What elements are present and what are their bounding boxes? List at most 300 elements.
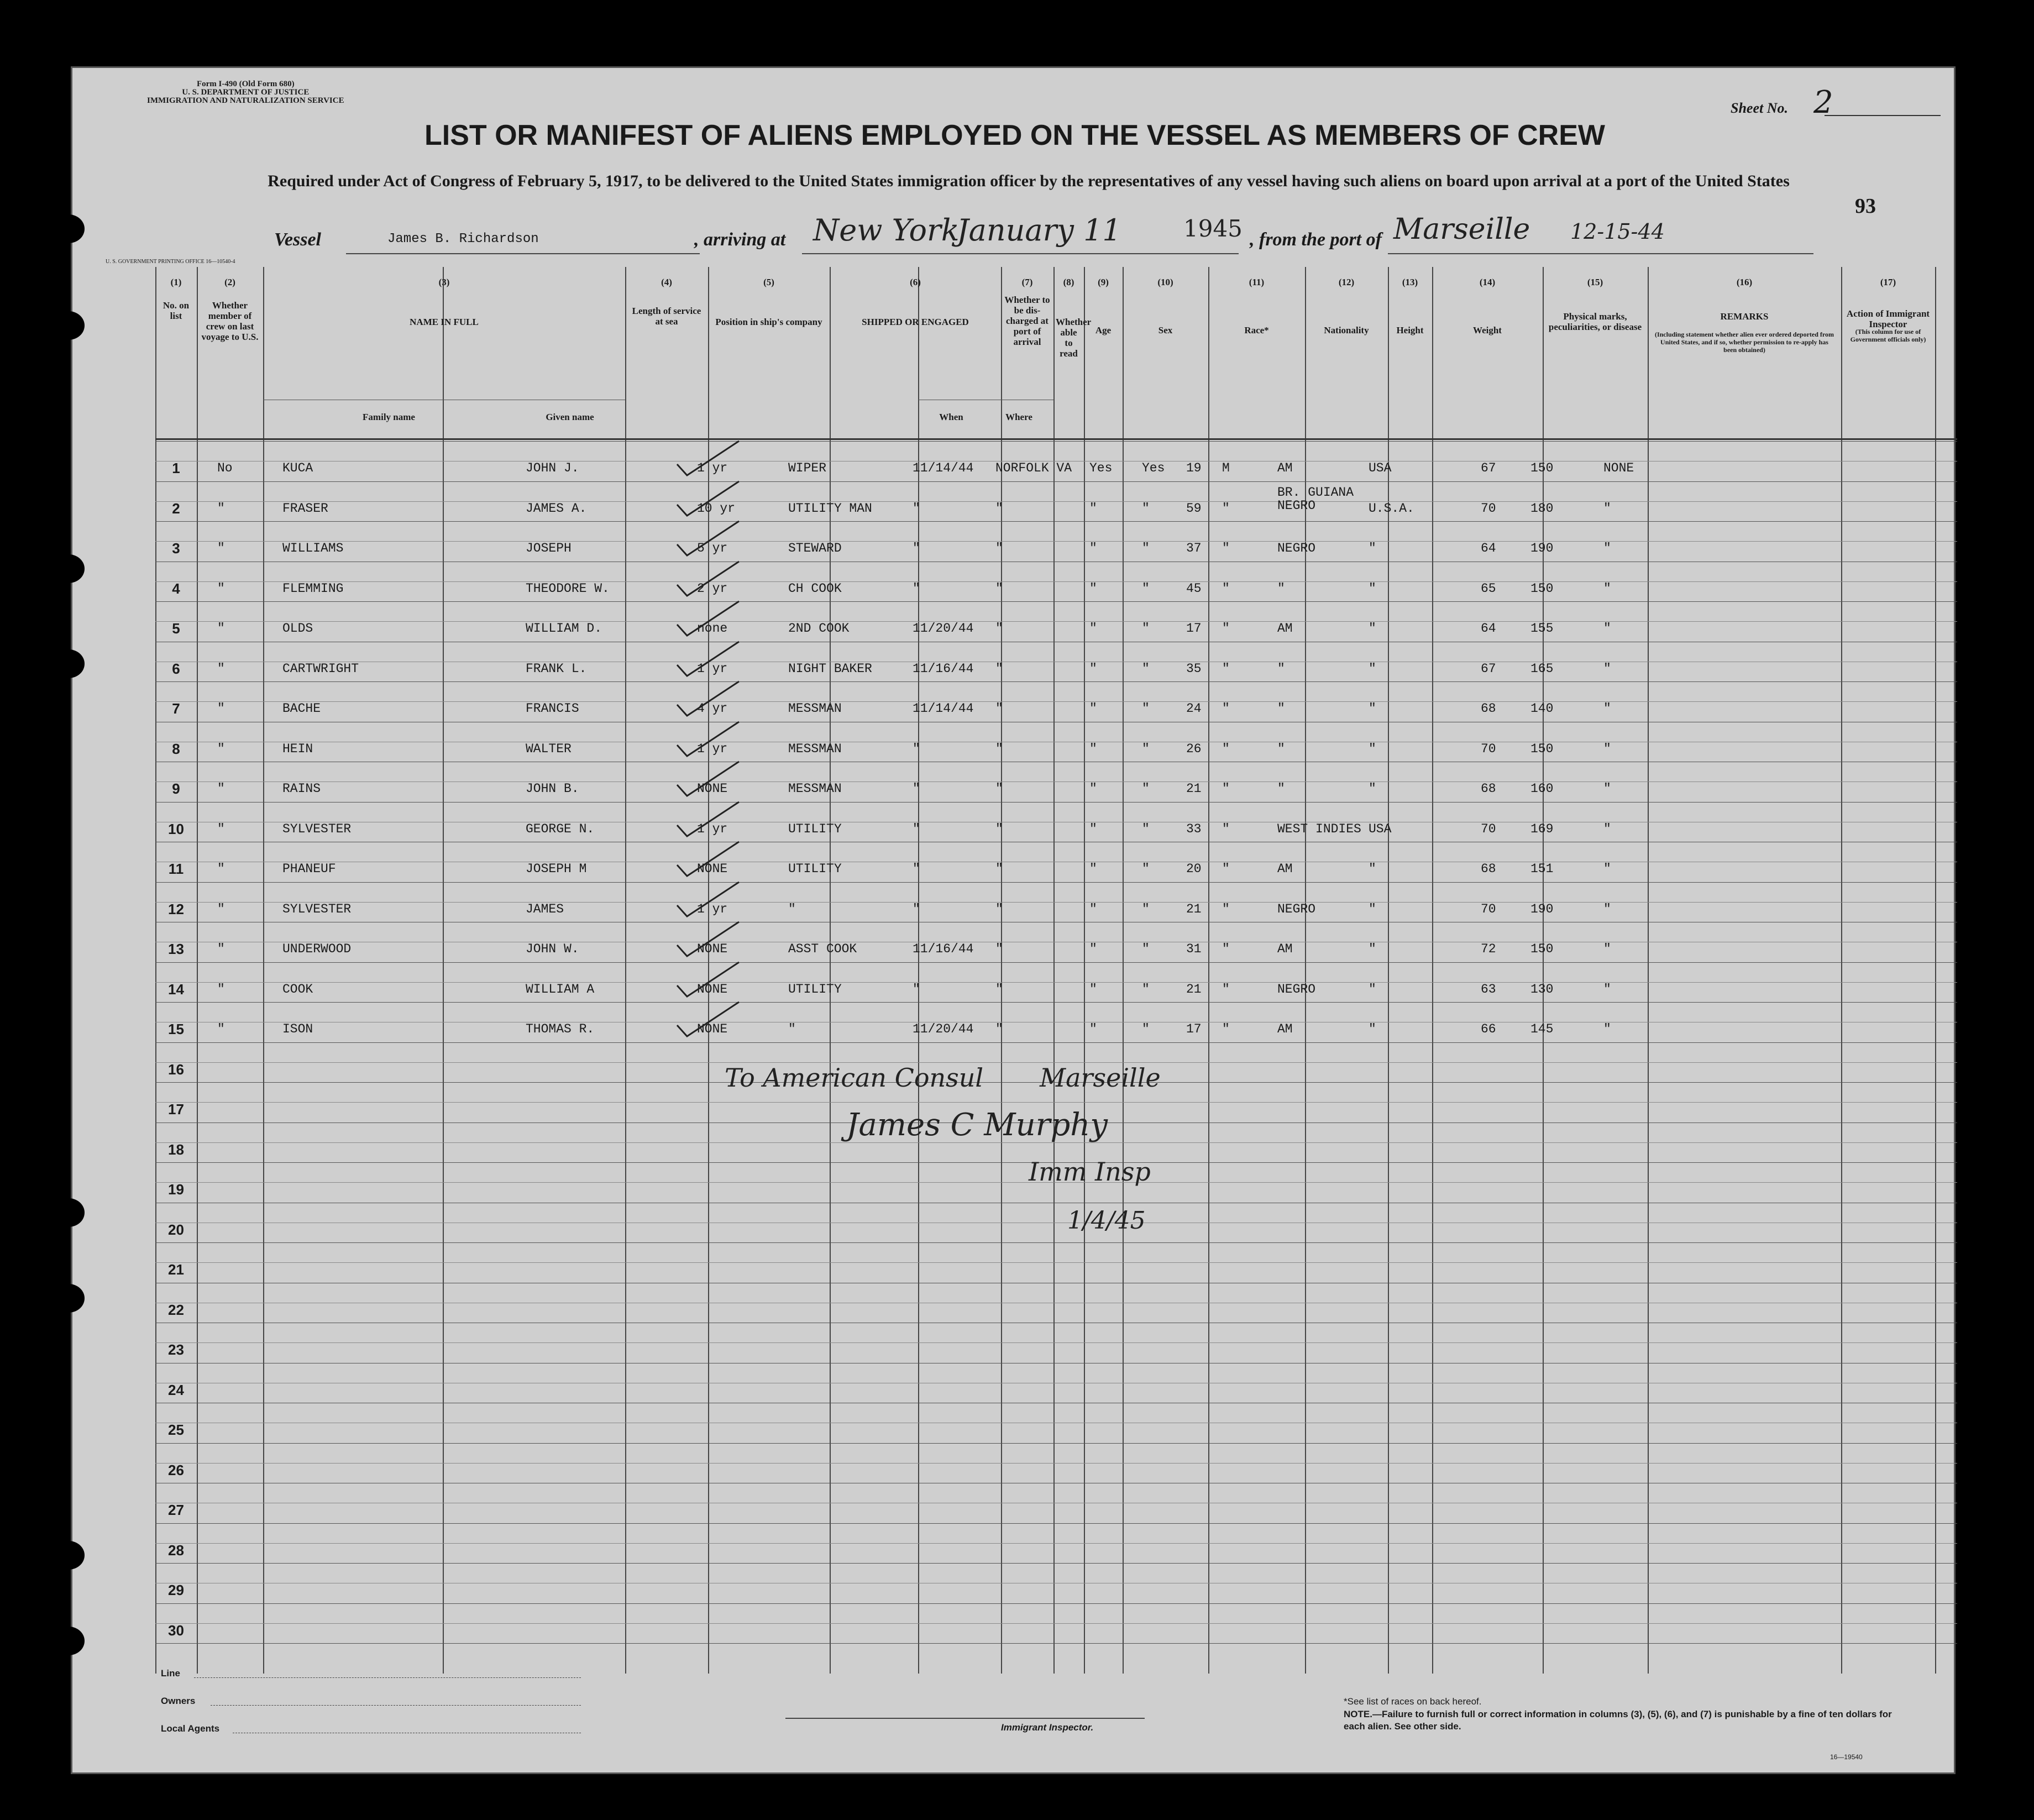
header-rule	[155, 438, 1957, 440]
row-rule	[155, 521, 1957, 522]
cell-where: "	[995, 741, 1003, 756]
cell-nationality: "	[1369, 862, 1376, 876]
column-number: (7)	[1021, 277, 1033, 287]
column-header: Physical marks, peculiarities, or disease	[1548, 311, 1642, 332]
cell-last: No	[217, 461, 233, 475]
row-number: 2	[172, 500, 180, 517]
cell-last: "	[217, 862, 225, 876]
cell-discharged: "	[1089, 1022, 1097, 1036]
cell-weight: 151	[1530, 862, 1554, 876]
cell-race: "	[1277, 782, 1285, 796]
column-header: REMARKS	[1720, 311, 1769, 322]
row-rule	[155, 1523, 1957, 1524]
cell-given: JAMES	[526, 901, 564, 916]
cell-read: "	[1142, 862, 1150, 876]
row-number: 14	[168, 980, 184, 998]
cell-marks: "	[1603, 541, 1611, 555]
cell-marks: "	[1603, 901, 1611, 916]
cell-nationality: "	[1369, 782, 1376, 796]
column-number: (16)	[1736, 277, 1753, 287]
check-mark-icon	[675, 759, 741, 798]
cell-discharged: "	[1089, 862, 1097, 876]
row-number: 7	[172, 700, 180, 717]
cell-marks: "	[1603, 942, 1611, 956]
cell-nationality: "	[1369, 581, 1376, 596]
cell-last: "	[217, 501, 225, 516]
column-header: Position in ship's company	[715, 317, 822, 327]
cell-read: "	[1142, 701, 1150, 716]
cell-service: 4 yr	[697, 701, 728, 716]
row-rule	[155, 1443, 1957, 1444]
cell-where: "	[995, 901, 1003, 916]
row-number: 13	[168, 941, 184, 957]
row-number: 23	[168, 1341, 184, 1358]
sheet-number-line	[1825, 115, 1941, 116]
column-number: (15)	[1587, 277, 1603, 287]
cell-weight: 145	[1530, 1022, 1554, 1036]
cell-age: 17	[1186, 1022, 1202, 1036]
row-rule	[155, 1042, 1957, 1043]
cell-weight: 150	[1530, 581, 1554, 596]
column-subheader: When	[939, 412, 963, 422]
cell-weight: 140	[1530, 701, 1554, 716]
cell-height: 72	[1481, 942, 1496, 956]
cell-marks: "	[1603, 1022, 1611, 1036]
cell-last: "	[217, 701, 225, 716]
cell-service: 1 yr	[697, 821, 728, 836]
cell-when: 11/14/44	[913, 701, 974, 716]
vessel-label: Vessel	[274, 229, 321, 250]
cell-age: 31	[1186, 942, 1202, 956]
cell-given: JOHN W.	[526, 942, 579, 956]
crew-table	[72, 267, 1957, 1674]
column-header: Whether able to read	[1056, 317, 1092, 359]
column-header: Nationality	[1324, 325, 1369, 335]
page-title: LIST OR MANIFEST OF ALIENS EMPLOYED ON THE VESSEL AS MEMBERS OF CREW	[424, 119, 1605, 151]
manifest-sheet	[71, 66, 1956, 1774]
cell-sex: "	[1222, 741, 1230, 756]
column-number: (4)	[661, 277, 672, 287]
row-number: 10	[168, 820, 184, 837]
row-rule	[155, 1002, 1957, 1003]
annotation-date: 1/4/45	[1067, 1207, 1146, 1235]
row-number: 16	[168, 1061, 184, 1078]
cell-read: "	[1142, 782, 1150, 796]
arriving-underline	[802, 252, 1239, 254]
column-subheader: Family name	[363, 412, 415, 422]
cell-read: "	[1142, 621, 1150, 636]
cell-given: JAMES A.	[526, 501, 587, 516]
cell-height: 68	[1481, 782, 1496, 796]
cell-family: SYLVESTER	[282, 901, 352, 916]
cell-where: "	[995, 581, 1003, 596]
column-number: (8)	[1063, 277, 1074, 287]
cell-age: 26	[1186, 741, 1202, 756]
cell-given: JOSEPH M	[526, 862, 587, 876]
cell-last: "	[217, 581, 225, 596]
cell-discharged: "	[1089, 621, 1097, 636]
column-header: Height	[1396, 325, 1424, 335]
cell-discharged: "	[1089, 701, 1097, 716]
row-number: 6	[172, 660, 180, 677]
cell-when: "	[913, 741, 920, 756]
cell-when: "	[913, 581, 920, 596]
row-number: 22	[168, 1301, 184, 1318]
cell-where: "	[995, 621, 1003, 636]
check-mark-icon	[675, 679, 741, 718]
row-rule	[155, 541, 1957, 542]
row-rule	[155, 962, 1957, 963]
row-rule	[155, 802, 1957, 803]
cell-last: "	[217, 782, 225, 796]
cell-family: KUCA	[282, 461, 313, 475]
column-subheader: (This column for use of Government officials only)	[1850, 328, 1926, 343]
cell-height: 70	[1481, 821, 1496, 836]
penalty-note: NOTE.—Failure to furnish full or correct information in columns (3), (5), (6), and (7) is punishable by a fine of ten dollars for each alien. See other side.	[1344, 1709, 1892, 1732]
cell-read: "	[1142, 821, 1150, 836]
cell-family: UNDERWOOD	[282, 942, 352, 956]
arrival-date: January 11	[957, 213, 1121, 248]
cell-height: 68	[1481, 862, 1496, 876]
cell-given: FRANCIS	[526, 701, 579, 716]
cell-given: JOHN B.	[526, 782, 579, 796]
cell-discharged: "	[1089, 741, 1097, 756]
cell-when: 11/14/44	[913, 461, 974, 475]
row-number: 27	[168, 1502, 184, 1518]
cell-family: WILLIAMS	[282, 541, 344, 555]
cell-last: "	[217, 901, 225, 916]
cell-position: UTILITY	[788, 862, 842, 876]
row-number: 30	[168, 1622, 184, 1639]
cell-family: COOK	[282, 982, 313, 996]
cell-when: "	[913, 782, 920, 796]
row-number: 20	[168, 1221, 184, 1238]
cell-service: 2 yr	[697, 581, 728, 596]
cell-sex: "	[1222, 541, 1230, 555]
cell-given: WILLIAM A	[526, 982, 595, 996]
cell-sex: "	[1222, 862, 1230, 876]
row-number: 24	[168, 1381, 184, 1398]
cell-position: STEWARD	[788, 541, 842, 555]
cell-nationality: "	[1369, 901, 1376, 916]
cell-when: "	[913, 862, 920, 876]
line-label: Line	[161, 1668, 180, 1679]
cell-service: none	[697, 621, 728, 636]
column-subheader: Given name	[546, 412, 594, 422]
cell-read: "	[1142, 1022, 1150, 1036]
cell-race: AM	[1277, 621, 1293, 636]
row-rule	[155, 902, 1957, 903]
cell-sex: M	[1222, 461, 1230, 475]
row-number: 28	[168, 1541, 184, 1559]
cell-age: 24	[1186, 701, 1202, 716]
cell-given: THOMAS R.	[526, 1022, 595, 1036]
cell-discharged: "	[1089, 541, 1097, 555]
cell-sex: "	[1222, 982, 1230, 996]
column-number: (2)	[224, 277, 235, 287]
cell-given: THEODORE W.	[526, 581, 610, 596]
cell-when: "	[913, 501, 920, 516]
cell-last: "	[217, 982, 225, 996]
cell-race: AM	[1277, 862, 1293, 876]
cell-nationality: "	[1369, 621, 1376, 636]
cell-marks: "	[1603, 782, 1611, 796]
check-mark-icon	[675, 720, 741, 758]
cell-height: 67	[1481, 461, 1496, 475]
cell-age: 45	[1186, 581, 1202, 596]
cell-race: "	[1277, 741, 1285, 756]
inspector-signature-line	[785, 1718, 1145, 1719]
column-header: Whether member of crew on last voyage to U.S.	[201, 300, 259, 342]
cell-service: 10 yr	[697, 501, 736, 516]
cell-marks: "	[1603, 982, 1611, 996]
cell-position: WIPER	[788, 461, 827, 475]
cell-position: "	[788, 901, 796, 916]
cell-race: NEGRO	[1277, 541, 1316, 555]
cell-height: 70	[1481, 901, 1496, 916]
annotation-title: Imm Insp	[1029, 1157, 1151, 1187]
cell-when: 11/16/44	[913, 661, 974, 676]
cell-service: NONE	[697, 782, 728, 796]
cell-height: 70	[1481, 741, 1496, 756]
row-rule	[155, 1102, 1957, 1103]
cell-position: NIGHT BAKER	[788, 661, 872, 676]
cell-race: NEGRO	[1277, 982, 1316, 996]
cell-nationality: "	[1369, 661, 1376, 676]
row-number: 3	[172, 540, 180, 557]
cell-family: OLDS	[282, 621, 313, 636]
cell-race: NEGRO	[1277, 901, 1316, 916]
cell-last: "	[217, 541, 225, 555]
cell-marks: "	[1603, 581, 1611, 596]
cell-where: "	[995, 982, 1003, 996]
row-number: 25	[168, 1422, 184, 1438]
cell-service: 1 yr	[697, 741, 728, 756]
check-mark-icon	[675, 599, 741, 638]
cell-age: 21	[1186, 901, 1202, 916]
cell-race: AM	[1277, 1022, 1293, 1036]
cell-age: 17	[1186, 621, 1202, 636]
cell-service: NONE	[697, 942, 728, 956]
row-rule	[155, 481, 1957, 482]
cell-position: CH COOK	[788, 581, 842, 596]
sheet-number-value: 2	[1813, 85, 1833, 120]
row-number: 12	[168, 900, 184, 917]
arriving-label: , arriving at	[694, 229, 786, 250]
inspector-label: Immigrant Inspector.	[1001, 1722, 1094, 1733]
cell-weight: 190	[1530, 901, 1554, 916]
cell-height: 65	[1481, 581, 1496, 596]
row-rule	[155, 681, 1957, 682]
page-subtitle: Required under Act of Congress of February 5, 1917, to be delivered to the United States immigration officer by the representatives of any vessel having such aliens on board upon arrival at a port of the United States	[268, 172, 1790, 190]
column-number: (9)	[1098, 277, 1109, 287]
cell-service: NONE	[697, 1022, 728, 1036]
cell-sex: "	[1222, 701, 1230, 716]
cell-nationality: USA	[1369, 821, 1392, 836]
cell-race: WEST INDIES	[1277, 821, 1361, 836]
races-note: *See list of races on back hereof.	[1344, 1696, 1482, 1707]
cell-height: 70	[1481, 501, 1496, 516]
cell-position: MESSMAN	[788, 782, 842, 796]
cell-position: UTILITY MAN	[788, 501, 872, 516]
cell-age: 21	[1186, 782, 1202, 796]
cell-service: 5 yr	[697, 541, 728, 555]
cell-position: UTILITY	[788, 982, 842, 996]
check-mark-icon	[675, 880, 741, 919]
row-number: 17	[168, 1101, 184, 1118]
cell-family: RAINS	[282, 782, 321, 796]
cell-service: NONE	[697, 862, 728, 876]
check-mark-icon	[675, 639, 741, 678]
cell-last: "	[217, 1022, 225, 1036]
cell-weight: 150	[1530, 741, 1554, 756]
cell-height: 67	[1481, 661, 1496, 676]
cell-age: 33	[1186, 821, 1202, 836]
cell-discharged: "	[1089, 782, 1097, 796]
cell-marks: "	[1603, 701, 1611, 716]
cell-weight: 155	[1530, 621, 1554, 636]
column-number: (17)	[1880, 277, 1896, 287]
cell-read: Yes	[1142, 461, 1165, 475]
row-rule	[155, 1563, 1957, 1564]
cell-weight: 180	[1530, 501, 1554, 516]
from-port: Marseille	[1393, 213, 1530, 246]
cell-read: "	[1142, 942, 1150, 956]
cell-marks: "	[1603, 501, 1611, 516]
row-rule	[155, 1242, 1957, 1243]
column-header: Whether to be dis-charged at port of arrival	[1004, 295, 1050, 347]
cell-family: FLEMMING	[282, 581, 344, 596]
cell-discharged: "	[1089, 661, 1097, 676]
column-header: NAME IN FULL	[410, 317, 479, 327]
cell-marks: "	[1603, 621, 1611, 636]
cell-nationality: U.S.A.	[1369, 501, 1414, 516]
cell-marks: "	[1603, 661, 1611, 676]
cell-where: "	[995, 661, 1003, 676]
cell-discharged: "	[1089, 821, 1097, 836]
row-number: 21	[168, 1261, 184, 1278]
cell-weight: 130	[1530, 982, 1554, 996]
row-number: 26	[168, 1461, 184, 1478]
check-mark-icon	[675, 1000, 741, 1038]
cell-age: 59	[1186, 501, 1202, 516]
cell-read: "	[1142, 501, 1150, 516]
local-agents-label: Local Agents	[161, 1723, 220, 1734]
vessel-name: James B. Richardson	[387, 232, 539, 246]
row-rule	[155, 1623, 1957, 1624]
cell-given: JOHN J.	[526, 461, 579, 475]
cell-sex: "	[1222, 501, 1230, 516]
column-number: (13)	[1402, 277, 1418, 287]
cell-nationality: "	[1369, 1022, 1376, 1036]
cell-service: 1 yr	[697, 901, 728, 916]
cell-family: FRASER	[282, 501, 328, 516]
cell-last: "	[217, 821, 225, 836]
arrival-year: 1945	[1183, 215, 1243, 242]
cell-where: "	[995, 942, 1003, 956]
cell-nationality: "	[1369, 741, 1376, 756]
cell-position: 2ND COOK	[788, 621, 850, 636]
check-mark-icon	[675, 479, 741, 518]
arriving-port: New York	[813, 213, 960, 248]
cell-where: "	[995, 1022, 1003, 1036]
row-number: 15	[168, 1021, 184, 1037]
row-rule	[155, 581, 1957, 582]
annotation-signature: James C Murphy	[846, 1107, 1108, 1143]
cell-when: "	[913, 901, 920, 916]
cell-height: 63	[1481, 982, 1496, 996]
cell-when: 11/20/44	[913, 621, 974, 636]
cell-weight: 150	[1530, 942, 1554, 956]
row-rule	[155, 1262, 1957, 1263]
line-field	[194, 1677, 581, 1678]
cell-position: MESSMAN	[788, 701, 842, 716]
cell-sex: "	[1222, 581, 1230, 596]
cell-nationality: "	[1369, 541, 1376, 555]
row-rule	[155, 601, 1957, 602]
annotation-consul: To American Consul	[725, 1063, 984, 1093]
cell-when: 11/20/44	[913, 1022, 974, 1036]
column-number: (6)	[910, 277, 921, 287]
cell-where: "	[995, 782, 1003, 796]
row-number: 5	[172, 620, 180, 637]
cell-given: GEORGE N.	[526, 821, 595, 836]
from-port-underline	[1388, 252, 1813, 254]
row-number: 1	[172, 460, 180, 476]
column-subheader: Where	[1005, 412, 1032, 422]
cell-race: "	[1277, 581, 1285, 596]
column-header: Race*	[1244, 325, 1269, 335]
check-mark-icon	[675, 920, 741, 958]
cell-where: "	[995, 541, 1003, 555]
column-number: (12)	[1338, 277, 1355, 287]
cell-weight: 165	[1530, 661, 1554, 676]
cell-race: "	[1277, 701, 1285, 716]
cell-read: "	[1142, 541, 1150, 555]
row-number: 9	[172, 780, 180, 797]
row-number: 18	[168, 1141, 184, 1158]
cell-family: ISON	[282, 1022, 313, 1036]
column-subheader: (Including statement whether alien ever ordered deported from United States, and if so, whether permission to re-apply has been obtained)	[1654, 331, 1834, 354]
cell-family: SYLVESTER	[282, 821, 352, 836]
column-header: Weight	[1473, 325, 1502, 335]
cell-height: 68	[1481, 701, 1496, 716]
cell-age: 21	[1186, 982, 1202, 996]
row-rule	[155, 701, 1957, 702]
vessel-underline	[346, 252, 700, 254]
row-rule	[155, 501, 1957, 502]
check-mark-icon	[675, 559, 741, 598]
owners-field	[211, 1705, 581, 1706]
cell-last: "	[217, 621, 225, 636]
cell-discharged: "	[1089, 942, 1097, 956]
cell-where: "	[995, 821, 1003, 836]
cell-weight: 190	[1530, 541, 1554, 555]
cell-given: WILLIAM D.	[526, 621, 602, 636]
form-code: 16—19540	[1830, 1753, 1863, 1761]
cell-race: AM	[1277, 942, 1293, 956]
cell-sex: "	[1222, 661, 1230, 676]
cell-nationality: "	[1369, 701, 1376, 716]
cell-position: MESSMAN	[788, 741, 842, 756]
column-number: (5)	[763, 277, 774, 287]
cell-weight: 160	[1530, 782, 1554, 796]
cell-when: 11/16/44	[913, 942, 974, 956]
column-number: (11)	[1249, 277, 1265, 287]
check-mark-icon	[675, 519, 741, 558]
cell-read: "	[1142, 741, 1150, 756]
cell-where: "	[995, 701, 1003, 716]
